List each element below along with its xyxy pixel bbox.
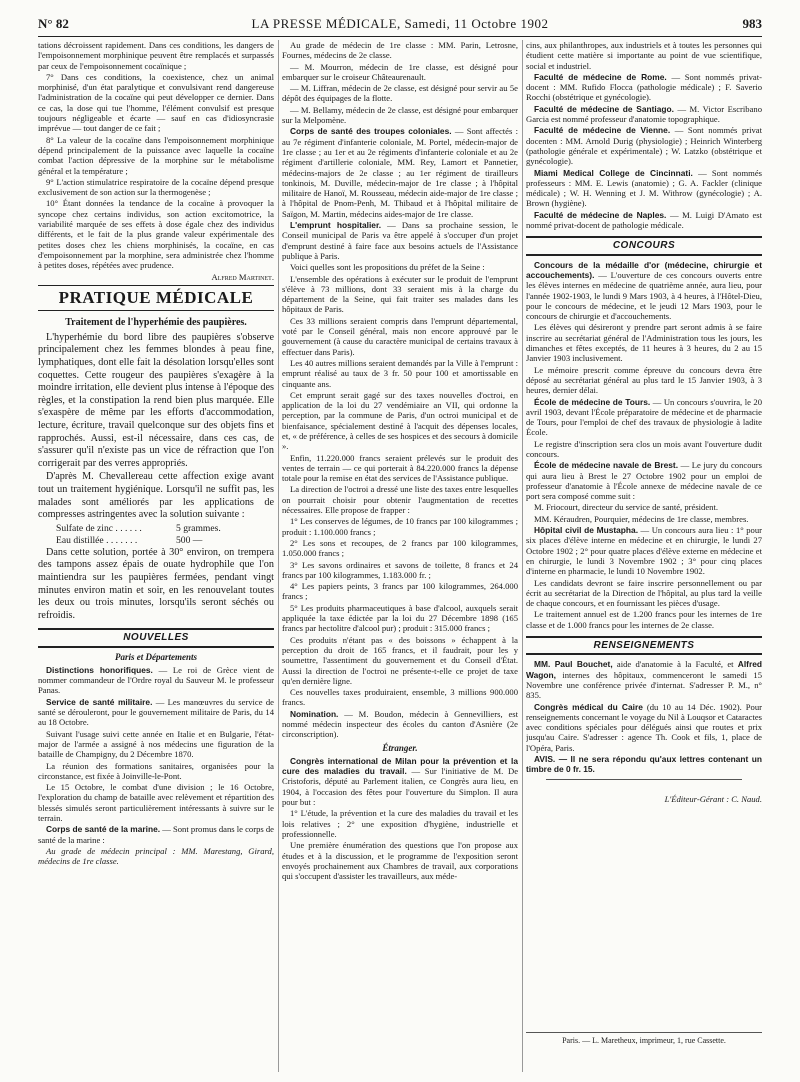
news-item: Congrès international de Milan pour la prévention et la cure des maladies du travail. — Sur l'initiative de M. De Cristoforis, député au Parlement italien, ce Congrès aura lieu, en 1904, à l'occasion des fêtes pour l'ouverture du Simplon. Il aura pour but : xyxy=(282,755,518,808)
paragraph: Ces produits n'étant pas « des boissons » échappent à la perception du droit de 165 francs, et il faudrait, pour les y soumettre, l'assentiment du gouvernement et du Conseil d'État. Aussi la direction de l'octroi ne présente-t-elle ce projet de taxe qu'en dernière ligne. xyxy=(282,634,518,686)
printer-credit: Paris. — L. Maretheux, imprimeur, 1, rue Cassette. xyxy=(526,1032,762,1045)
news-section-header: NOUVELLES xyxy=(38,628,274,647)
column-divider xyxy=(278,40,279,1072)
paragraph: Le traitement annuel est de 1.200 francs pour les internes de 1re classe et de 1.000 francs pour les internes de 2e classe. xyxy=(526,609,762,630)
paragraph: 8° La valeur de la cocaïne dans l'empoisonnement morphinique dépend principalement de la puissance avec laquelle la cocaïne combat l'action dépressive de la morphine sur le métabolisme général et la température ; xyxy=(38,134,274,176)
news-item: Faculté de médecine de Rome. — Sont nommés privat-docent : MM. Rufido Flocca (pathologie médicale) ; F. Saverio Rocchi (obstétrique et gynécologie). xyxy=(526,71,762,103)
news-item: Faculté de médecine de Vienne. — Sont nommés privat docenten : MM. Arnold Durig (physiologie) ; Heinrich Winterberg (pathologie générale et expérimentale) ; W. Latzko (obstétrique et gynécologie). xyxy=(526,125,762,167)
list-item: 3° Les savons ordinaires et savons de toilette, 8 francs et 24 francs par 100 kilogrammes, 1.183.000 fr. ; xyxy=(282,559,518,580)
notice: AVIS. — Il ne sera répondu qu'aux lettres contenant un timbre de 0 fr. 15. xyxy=(526,754,762,775)
paragraph: Ces 33 millions seraient compris dans l'emprunt départemental, voté par le Conseil général, mais non encore approuvé par le gouvernement (à cause du caractère municipal de certains travaux à effectuer dans Paris). xyxy=(282,315,518,357)
subsection-title: Étranger. xyxy=(382,742,418,753)
paragraph: L'hyperhémie du bord libre des paupières s'observe principalement chez les femmes blondes à peau fine, lymphatiques, dont elle fait la désolation lorsqu'elles sont coquettes. Cette rougeur des paupières s'exagère à la moindre irritation, elle devient plus intense à l'époque des règles, et la constipation la rend bien plus marquée. Elle s'exaspère de même par les efforts d'accommodation, lecture, écriture, travail quelconque sur des objets fins et rapprochés. Aussi, est-il nécessaire, dans ces cas, de s'assurer qu'il n'existe pas un vice de réfraction que l'on corrigerait par des verres appropriés. xyxy=(38,331,274,469)
paragraph: 10° Étant données la tendance de la cocaïne à provoquer la syncope chez certains individus, son action excitomotrice, la variabilité marquée de ses effets à dose égale chez des individus différents, et le fait de la plus grande valeur expérimentale des petites doses chez les chiens morphinisés, la cocaïne, en cas d'empoisonnement par la morphine, sera administrée chez l'homme à petites doses, répétées avec prudence. xyxy=(38,198,274,271)
news-item: Miami Medical College de Cincinnati. — Sont nommés professeurs : MM. E. Lewis (anatomie) ; G. A. Fackler (clinique médicale) ; W. H. Wenning et J. M. Withrow (gynécologie) ; A. Brown (hygiène). xyxy=(526,167,762,209)
column-3 xyxy=(526,40,762,1028)
paragraph: Enfin, 11.220.000 francs seraient prélevés sur le produit des ventes de terrain — ce qui porterait à 84.220.000 francs la dépense totale pour la remise en état des services de l'Assistance publique. xyxy=(282,452,518,484)
news-item: Faculté de médecine de Naples. — M. Luigi D'Amato est nommé privat-docent de pathologie médicale. xyxy=(526,209,762,231)
news-item: Service de santé militaire. — Les manœuvres du service de santé se dérouleront, pour le gouvernement militaire de Paris, du 14 au 18 Octobre. xyxy=(38,696,274,728)
subsection-title: Paris et Départements xyxy=(115,651,197,662)
list-item: 2° Les sons et recoupes, de 2 francs par 100 kilogrammes, 1.050.000 francs ; xyxy=(282,537,518,559)
author-signature: Alfred Martinet. xyxy=(211,271,274,282)
paragraph: — M. Liffran, médecin de 2e classe, est désigné pour servir au 5e dépôt des équipages de la flotte. xyxy=(282,83,518,104)
paragraph: Les 40 autres millions seraient demandés par la Ville à l'emprunt : emprunt réalisé au taux de 3 fr. 50 pour 100 et amortissable en cinquante ans. xyxy=(282,357,518,389)
news-item: École de médecine navale de Brest. — Le jury du concours qui aura lieu à Brest le 27 Octobre 1902 pour un emploi de professeur d'anatomie à l'École annexe de médecine navale de ce port sera composé comme suit : xyxy=(526,460,762,502)
news-item: Distinctions honorifiques. — Le roi de Grèce vient de nommer commandeur de l'Ordre royal du Sauveur M. le professeur Panas. xyxy=(38,664,274,696)
formula-line: Eau distillée . . . . . . . 500 — xyxy=(56,534,203,546)
formula-line: Sulfate de zinc . . . . . . 5 grammes. xyxy=(56,522,221,534)
paragraph: La direction de l'octroi a dressé une liste des taxes entre lesquelles on pourrait choisir pour obtenir l'augmentation de recettes nécessaires. Elle propose de frapper : xyxy=(282,484,518,516)
paragraph: Au grade de médecin principal : MM. Marestang, Girard, médecins de 1re classe. xyxy=(38,845,274,867)
news-item: Hôpital civil de Mustapha. — Un concours aura lieu : 1° pour six places d'élève interne en médecine et en chirurgie, le lundi 27 Octobre 1902 ; 2° pour quatre places d'élève externe en médecine et en chirurgie, le lundi 3 Novembre 1902 ; 3° pour cinq places d'interne en pharmacie, le lundi 10 Novembre 1902. xyxy=(526,525,762,577)
paragraph: Cet emprunt serait gagé sur des taxes nouvelles d'octroi, en application de la loi du 27 vendémiaire an VII, qui ordonne la perception, par la commune de Paris, d'un octroi municipal et de bienfaisance, spécialement destiné à l'acquit des dépenses locales, et, « de préférence, à celles de ses hospices et des secours à domicile ». xyxy=(282,389,518,452)
paragraph: 1° L'étude, la prévention et la cure des maladies du travail et les lois relatives ; 2° une exposition d'hygiène, industrielle et professionnelle. xyxy=(282,808,518,839)
paragraph: L'ensemble des opérations à exécuter sur le produit de l'emprunt s'élève à 73 millions, dont 33 seraient mis à la charge du département de la Seine, qui fait traiter ses malades dans les hôpitaux de Paris. xyxy=(282,273,518,315)
paragraph: cins, aux philanthropes, aux industriels et à toutes les personnes qui étudient cette matière si importante au point de vue scientifique, social et industriel. xyxy=(526,40,762,71)
page-header xyxy=(38,16,762,34)
column-divider xyxy=(522,40,523,1072)
divider xyxy=(546,779,742,780)
paragraph: Le 15 Octobre, le combat d'une division ; le 16 Octobre, l'exploration du champ de bataille avec relèvement et répartition des blessés simulés seront particulièrement intéressants à suivre sur le terrain. xyxy=(38,782,274,824)
paragraph: La réunion des formations sanitaires, organisées pour la circonstance, est fixée à Joinville-le-Pont. xyxy=(38,760,274,781)
paragraph: tations décroissent rapidement. Dans ces conditions, les dangers de l'empoisonnement morphinique peuvent être remplacés et surpassés par ceux de l'empoisonnement cocaïnique ; xyxy=(38,40,274,71)
paragraph: Ces nouvelles taxes produiraient, ensemble, 3 millions 900.000 francs. xyxy=(282,687,518,708)
news-item: MM. Paul Bouchet, aide d'anatomie à la Faculté, et Alfred Wagon, internes des hôpitaux, commenceront le samedi 15 Novembre une conférence privée d'internat. S'adresser P. M., n° 835. xyxy=(526,659,762,701)
paragraph: 9° L'action stimulatrice respiratoire de la cocaïne dépend presque exclusivement de son action sur la thermogenèse ; xyxy=(38,176,274,198)
news-item: Corps de santé de la marine. — Sont promus dans le corps de santé de la marine : xyxy=(38,824,274,845)
list-item: 4° Les papiers peints, 3 francs par 100 kilogrammes, 264.000 francs ; xyxy=(282,581,518,602)
paragraph: Le registre d'inscription sera clos un mois avant l'ouverture dudit concours. xyxy=(526,438,762,459)
concours-section-header: CONCOURS xyxy=(526,236,762,255)
column-1 xyxy=(38,40,274,1072)
news-item: Nomination. — M. Boudon, médecin à Gennevilliers, est nommé médecin inspecteur des écoles du canton d'Asnière (2e circonscription). xyxy=(282,708,518,740)
paragraph: Le mémoire prescrit comme épreuve du concours devra être déposé au secrétariat général au plus tard le 15 Janvier 1903, à 3 heures, dernier délai. xyxy=(526,364,762,396)
paragraph: Les élèves qui désireront y prendre part seront admis à se faire inscrire au secrétariat général de l'Administration tous les jours, les dimanches et fêtes exceptés, de 11 heures à 3 heures, du 2 au 15 Janvier 1903 inclusivement. xyxy=(526,322,762,364)
section-title: PRATIQUE MÉDICALE xyxy=(38,285,274,311)
journal-title: LA PRESSE MÉDICALE, Samedi, 11 Octobre 1902 xyxy=(251,16,549,31)
paragraph: M. Friocourt, directeur du service de santé, président. xyxy=(534,502,718,513)
news-item: Faculté de médecine de Santiago. — M. Victor Escribano Garcia est nommé professeur d'anatomie topographique. xyxy=(526,103,762,125)
paragraph: Au grade de médecin de 1re classe : MM. Parin, Letrosne, Fournes, médecins de 2e classe. xyxy=(282,40,518,61)
column-2 xyxy=(282,40,518,1072)
issue-number: N° 82 xyxy=(38,16,69,31)
renseignements-section-header: RENSEIGNEMENTS xyxy=(526,636,762,655)
paragraph: MM. Kéraudren, Pourquier, médecins de 1re classe, membres. xyxy=(534,513,749,524)
paragraph: D'après M. Chevallereau cette affection exige avant tout un traitement hygiénique. Lorsqu'il ne suffit pas, les malades sont améliorés par les applications de compresses astringentes avec la solution suivante : xyxy=(38,471,274,521)
article-title: Traitement de l'hyperhémie des paupières. xyxy=(65,316,247,328)
paragraph: 7° Dans ces conditions, la coexistence, chez un animal morphinisé, d'un état paralytique et convulsivant rend dangereuse l'administration de la cocaïne qui peut développer ce dernier. Dans ce cas, la dose qui tue l'homme, l'élément convulsif est presque toujours négligeable et écarte — sauf en cas d'idiosyncrasie imprévue — tout danger de ce fait ; xyxy=(38,71,274,134)
editor-credit: L'Éditeur-Gérant : C. Naud. xyxy=(664,793,762,804)
news-item: Concours de la médaille d'or (médecine, chirurgie et accouchements). — L'ouverture de ces concours ouverts entre les élèves internes en médecine de quatrième année, aura lieu, pour l'année 1902-1903, le lundi 9 Mars 1903, à 4 heures, à l'Hôtel-Dieu, pour le concours de médecine, et le jeudi 12 Mars 1903, pour le concours de chirurgie et d'accouchements. xyxy=(526,259,762,322)
paragraph: Voici quelles sont les propositions du préfet de la Seine : xyxy=(290,262,485,273)
news-item: Corps de santé des troupes coloniales. — Sont affectés : au 7e régiment d'infanterie coloniale, M. Portel, médecin-major de 1re classe ; au 1er et au 2e régiments d'infanterie coloniale et au 2e régiment d'artillerie coloniale, MM. Rey, Lamort et Pannetier, médecins-majors de 2e classe ; au 1er régiment de tirailleurs tonkinois, M. Duville, médecin-major de 1re classe ; à l'hôpital militaire de Hanoï, M. Rousseau, médecin aide-major de 1re classe ; à l'hôpital de Pnom-Penh, M. Thibaud et à l'hôpital militaire de Saïgon, M. Martin, médecins aides-major de 1re classe. xyxy=(282,126,518,219)
paragraph: Dans cette solution, portée à 30° environ, on trempera des tampons assez épais de ouate hydrophile que l'on maintiendra sur les paupières fermées, pendant vingt minutes environ matin et soir, en les renouvelant toutes les deux ou trois minutes, lorsqu'ils seront séchés ou refroidis. xyxy=(38,546,274,621)
paragraph: Les candidats devront se faire inscrire personnellement ou par écrit au secrétariat de la Direction de l'hôpital, au plus tard la veille de chaque concours, et en fournissant les pièces d'usage. xyxy=(526,577,762,609)
paragraph: — M. Mourron, médecin de 1re classe, est désigné pour embarquer sur le croiseur Châteaurenault. xyxy=(282,61,518,82)
paragraph: — M. Bellamy, médecin de 2e classe, est désigné pour embarquer sur la Melpomène. xyxy=(282,104,518,126)
header-rule xyxy=(38,36,762,37)
page-number: 983 xyxy=(742,16,762,31)
paragraph: Une première énumération des questions que l'on propose aux études et à la discussion, et le programme de l'exposition seront envoyés prochainement aux Chambres de travail, aux corporations qui s'occupent d'assister les travailleurs, aux méde- xyxy=(282,840,518,882)
news-item: L'emprunt hospitalier. — Dans sa prochaine session, le Conseil municipal de Paris va être appelé à s'occuper d'un projet d'emprunt destiné à faire face aux besoins actuels de l'Assistance publique à Paris. xyxy=(282,220,518,261)
news-item: Congrès médical du Caire (du 10 au 14 Déc. 1902). Pour renseignements concernant le voyage du Nil à Louqsor et Cataractes avec conditions spéciales pour délégués ainsi que routes et prix jusqu'au Caire. S'adresser : agence Th. Cook et fils, 1, place de l'Opéra, Paris. xyxy=(526,701,762,753)
news-item: École de médecine de Tours. — Un concours s'ouvrira, le 20 avril 1903, devant l'École préparatoire de médecine et de pharmacie de Tours, pour l'emploi de chef des travaux de physiologie à ladite École. xyxy=(526,396,762,438)
list-item: 1° Les conserves de légumes, de 10 francs par 100 kilogrammes ; produit : 1.100.000 francs ; xyxy=(282,516,518,537)
paragraph: Suivant l'usage suivi cette année en Italie et en Bulgarie, l'état-major de l'armée a assigné à nos médecins une figuration de la bataille de Champigny, du 2 Décembre 1870. xyxy=(38,728,274,760)
list-item: 5° Les produits pharmaceutiques à base d'alcool, auxquels serait appliquée la taxe édictée par la loi du 27 Décembre 1898 (165 francs par hectolitre d'alcool pur) ; produit : 315.000 francs ; xyxy=(282,602,518,634)
